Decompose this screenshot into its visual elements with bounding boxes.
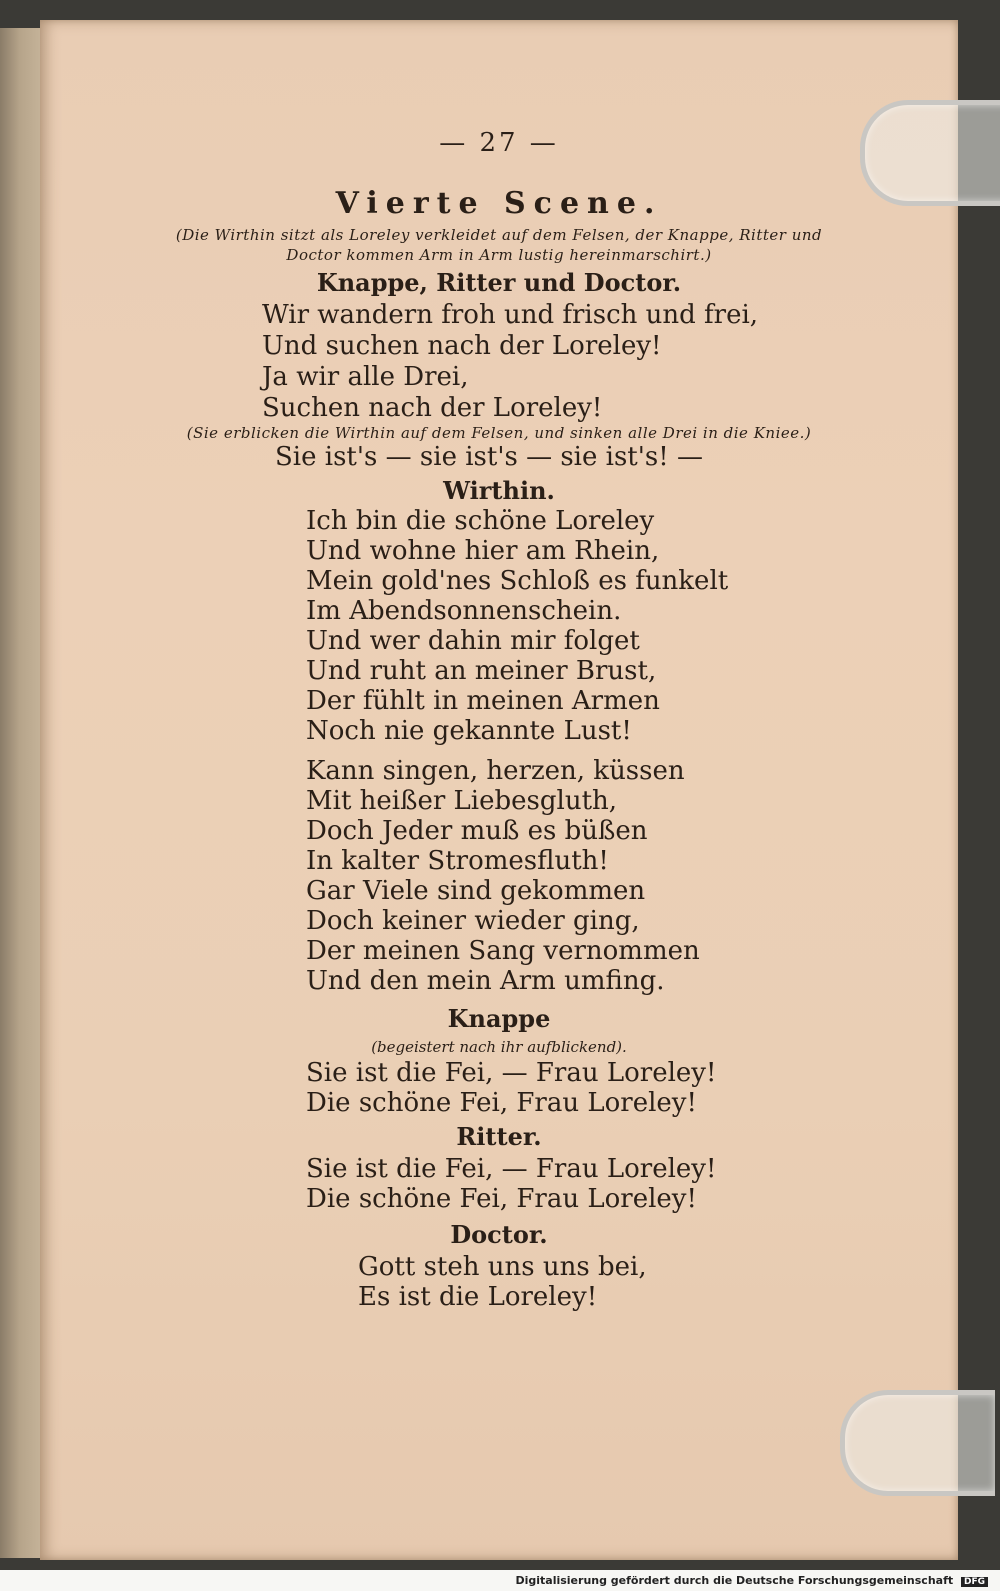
verse-line: Gar Viele sind gekommen [306,876,646,906]
verse-line: Wir wandern froh und frisch und frei, [262,300,759,330]
page-number: — 27 — [439,128,559,158]
verse-line: Und wer dahin mir folget [306,626,640,656]
verse-line: Und suchen nach der Loreley! [262,331,662,361]
stage-direction: (Sie erblicken die Wirthin auf dem Felsen, und sinken alle Drei in die Kniee.) [186,424,812,442]
verse-line: Doch Jeder muß es büßen [306,816,648,846]
verse-line: Ich bin die schöne Loreley [306,506,655,536]
stage-direction: (Die Wirthin sitzt als Loreley verkleidet auf dem Felsen, der Knappe, Ritter und [175,226,823,244]
verse-line: Ja wir alle Drei, [262,362,469,392]
scene-title: Vierte Scene. [335,186,663,221]
speaker-chorus: Knappe, Ritter und Doctor. [316,268,682,297]
speaker-ritter: Ritter. [456,1122,542,1151]
verse-line: Und ruht an meiner Brust, [306,656,657,686]
verse-line: Mit heißer Liebesgluth, [306,786,618,816]
funding-credit [515,1574,988,1587]
verse-line: Kann singen, herzen, küssen [306,756,685,786]
verse-line: Und wohne hier am Rhein, [306,536,660,566]
verse-line: Es ist die Loreley! [358,1282,598,1312]
dfg-logo: DFG [961,1577,988,1587]
verse-line: Der fühlt in meinen Armen [306,686,660,716]
verse-line: Sie ist's — sie ist's — sie ist's! — [275,442,703,472]
stage-direction: Doctor kommen Arm in Arm lustig hereinmarschirt.) [286,246,712,264]
page-clip-bottom [840,1390,995,1496]
verse-line: Sie ist die Fei, — Frau Loreley! [306,1154,717,1184]
verse-line: Gott steh uns uns bei, [358,1252,647,1282]
verse-line: Der meinen Sang vernommen [306,936,700,966]
verse-line: Sie ist die Fei, — Frau Loreley! [306,1058,717,1088]
verse-line: Doch keiner wieder ging, [306,906,640,936]
verse-line: Und den mein Arm umfing. [306,966,665,996]
verse-line: Die schöne Fei, Frau Loreley! [306,1088,697,1118]
verse-line: Mein gold'nes Schloß es funkelt [306,566,729,596]
verse-line: In kalter Stromesfluth! [306,846,609,876]
funding-credit-text: Digitalisierung gefördert durch die Deutsche Forschungsgemeinschaft [515,1574,954,1587]
speaker-knappe: Knappe [447,1004,551,1033]
speaker-direction: (begeistert nach ihr aufblickend). [371,1038,627,1056]
speaker-doctor: Doctor. [450,1220,548,1249]
verse-line: Suchen nach der Loreley! [262,393,603,423]
speaker-wirthin: Wirthin. [443,476,555,505]
verse-line: Im Abendsonnenschein. [306,596,622,626]
verse-line: Noch nie gekannte Lust! [306,716,632,746]
verse-line: Die schöne Fei, Frau Loreley! [306,1184,697,1214]
